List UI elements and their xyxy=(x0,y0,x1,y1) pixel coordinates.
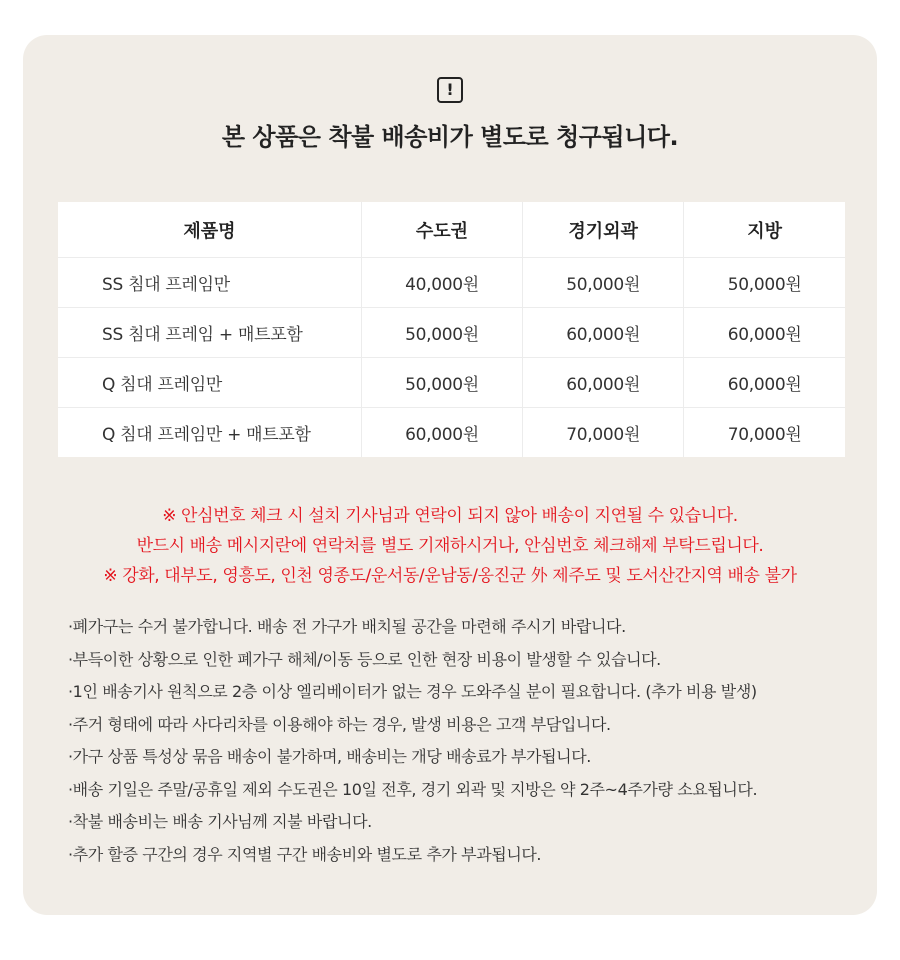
list-item: ·착불 배송비는 배송 기사님께 지불 바랍니다. xyxy=(68,812,372,831)
header-gyeonggi-outskirts: 경기외곽 xyxy=(523,202,684,258)
price-cell: 70,000원 xyxy=(684,408,845,458)
list-item: ·주거 형태에 따라 사다리차를 이용해야 하는 경우, 발생 비용은 고객 부담입니다. xyxy=(68,714,611,734)
price-cell: 50,000원 xyxy=(684,258,845,308)
header-product-name: 제품명 xyxy=(58,202,361,258)
header-provinces: 지방 xyxy=(684,202,845,258)
shipping-fee-table xyxy=(58,202,845,457)
list-item: ·폐가구는 수거 불가합니다. 배송 전 가구가 배치될 공간을 마련해 주시기 바랍니다. xyxy=(68,617,626,636)
price-cell: 60,000원 xyxy=(684,308,845,358)
product-name-cell: SS 침대 프레임만 xyxy=(58,258,361,308)
header-capital-area: 수도권 xyxy=(361,202,522,258)
list-item: ·배송 기일은 주말/공휴일 제외 수도권은 10일 전후, 경기 외곽 및 지방은 약 2주~4주가량 소요됩니다. xyxy=(68,779,758,799)
exclamation-box-icon: ! xyxy=(437,77,463,103)
price-cell: 50,000원 xyxy=(523,258,684,308)
price-cell: 60,000원 xyxy=(523,358,684,408)
price-cell: 60,000원 xyxy=(361,408,522,458)
product-name-cell: SS 침대 프레임 + 매트포함 xyxy=(58,308,361,358)
table-row xyxy=(58,358,845,408)
warning-undeliverable-areas: ※ 강화, 대부도, 영흥도, 인천 영종도/운서동/운남동/옹진군 外 제주도 및 도서산간지역 배송 불가 xyxy=(103,566,797,586)
notice-title: 본 상품은 착불 배송비가 별도로 청구됩니다. xyxy=(221,123,679,151)
product-name-cell: Q 침대 프레임만 xyxy=(58,358,361,408)
table-row xyxy=(58,308,845,358)
table-row xyxy=(58,408,845,458)
price-cell: 40,000원 xyxy=(361,258,522,308)
price-cell: 70,000원 xyxy=(523,408,684,458)
delivery-info-list xyxy=(68,616,757,876)
price-cell: 50,000원 xyxy=(361,358,522,408)
list-item: ·가구 상품 특성상 묶음 배송이 불가하며, 배송비는 개당 배송료가 부가됩니다. xyxy=(68,747,591,766)
price-cell: 50,000원 xyxy=(361,308,522,358)
table-row xyxy=(58,258,845,308)
list-item: ·부득이한 상황으로 인한 폐가구 해체/이동 등으로 인한 현장 비용이 발생할 수 있습니다. xyxy=(68,649,661,669)
list-item: ·1인 배송기사 원칙으로 2층 이상 엘리베이터가 없는 경우 도와주실 분이 필요합니다. (추가 비용 발생) xyxy=(68,682,757,701)
warning-safe-number: ※ 안심번호 체크 시 설치 기사님과 연락이 되지 않아 배송이 지연될 수 있습니다. xyxy=(162,506,738,526)
table-header-row xyxy=(58,202,845,258)
warning-contact-request: 반드시 배송 메시지란에 연락처를 별도 기재하시거나, 안심번호 체크해제 부탁드립니다. xyxy=(136,536,764,556)
price-cell: 60,000원 xyxy=(523,308,684,358)
price-cell: 60,000원 xyxy=(684,358,845,408)
product-name-cell: Q 침대 프레임만 + 매트포함 xyxy=(102,425,311,445)
list-item: ·추가 할증 구간의 경우 지역별 구간 배송비와 별도로 추가 부과됩니다. xyxy=(68,844,542,864)
